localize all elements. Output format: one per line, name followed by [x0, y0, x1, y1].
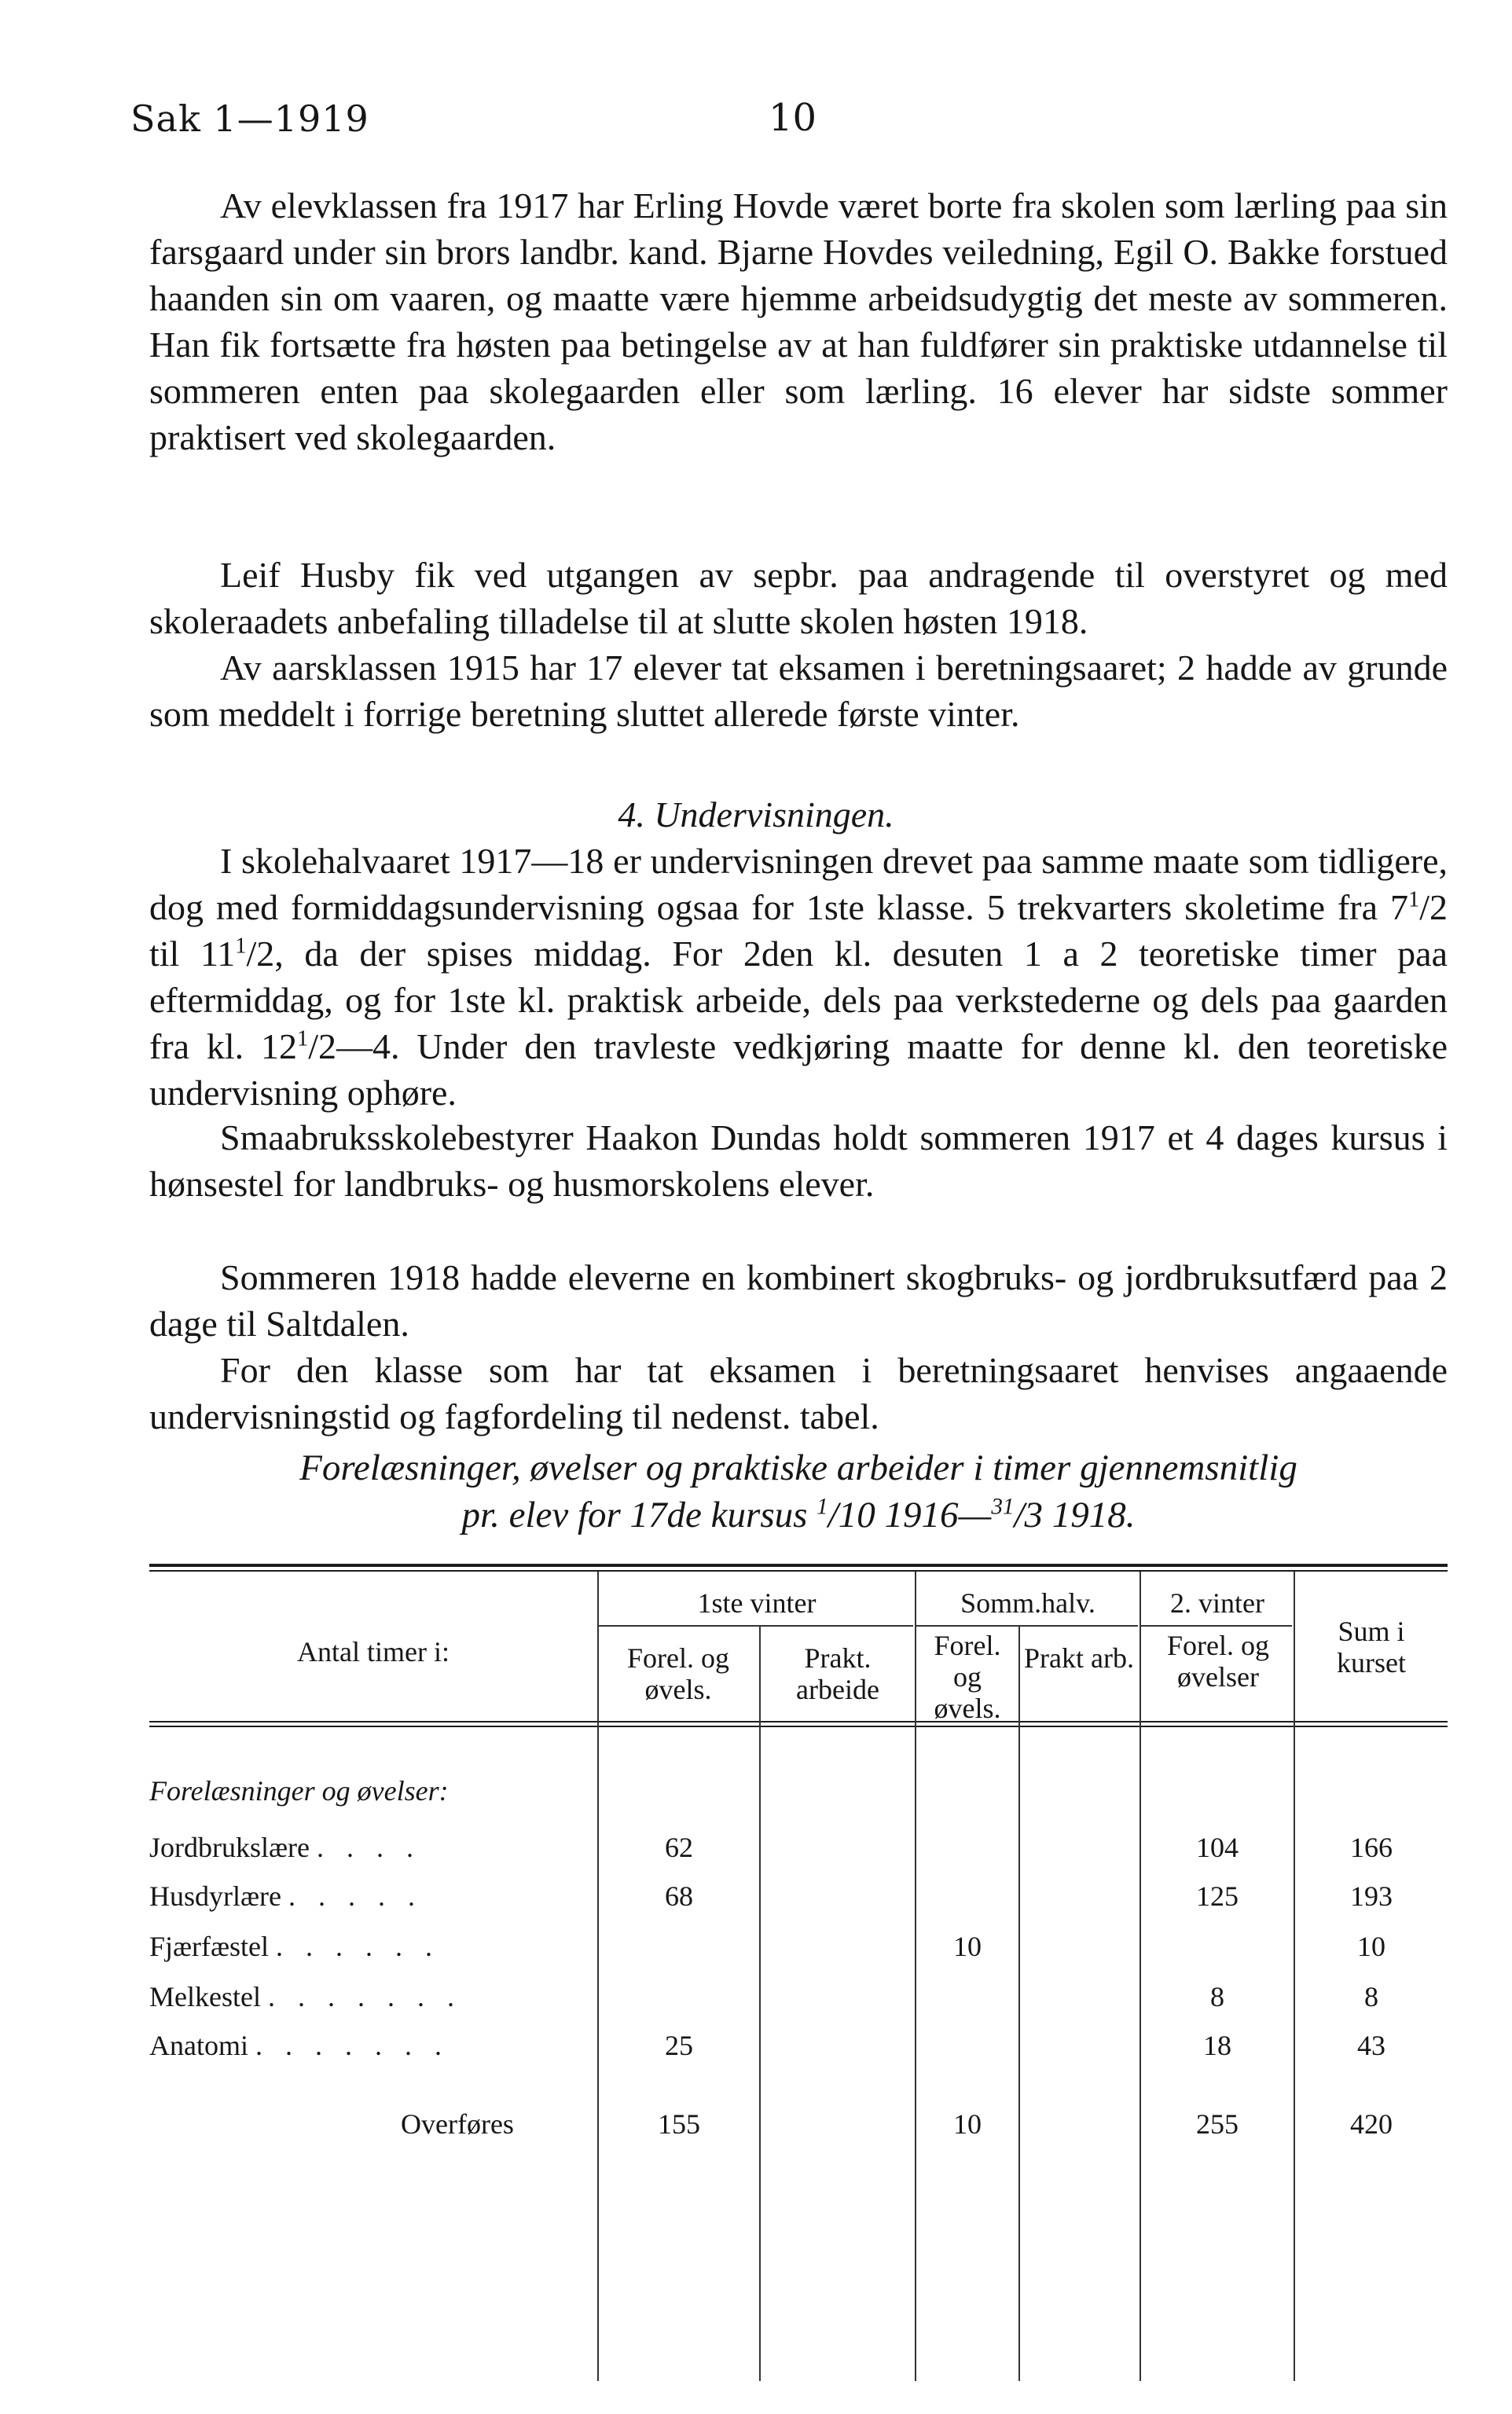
row-label: Husdyrlære . . . . . [149, 1880, 423, 1912]
sub-header-5: Forel. og øvelser [1167, 1630, 1269, 1693]
row-label: Anatomi . . . . . . . [149, 2030, 450, 2061]
table-caption: Forelæsninger, øvelser og praktiske arbeider i timer gjennemsnitlig pr. elev for 17de kursus $^1$/10 1916—$^{31}$/3 1918. [299, 1447, 1297, 1535]
header-bottom-rule-2 [149, 1726, 1448, 1727]
hours-table [149, 1564, 1448, 2381]
cell-c1: 68 [665, 1880, 693, 1912]
table-top-rule [149, 1564, 1448, 1567]
cell-c5: 8 [1210, 1981, 1224, 2012]
paragraph-6: Sommeren 1918 hadde eleverne en kombinert skogbruks- og jordbruksutfærd paa 2 dage til Saltdalen. [149, 1257, 1448, 1344]
cell-c1: 25 [665, 2030, 693, 2061]
cell-c5: 18 [1203, 2030, 1231, 2061]
cell-sum: 43 [1357, 2030, 1385, 2061]
total-c5: 255 [1196, 2108, 1239, 2140]
group-rule-3 [1141, 1625, 1292, 1627]
row-label: Melkestel . . . . . . . [149, 1981, 462, 2012]
paragraph-2: Leif Husby fik ved utgangen av sepbr. paa andragende til overstyret og med skoleraadets anbefaling tilladelse til at slutte skolen høsten 1918. [149, 555, 1448, 641]
header-bottom-rule [149, 1721, 1448, 1722]
total-c3: 10 [953, 2108, 982, 2140]
sub-header-4: Prakt arb. [1024, 1642, 1134, 1674]
cell-c3: 10 [953, 1931, 982, 1962]
sub-header-3: Forel. og øvels. [934, 1630, 1001, 1724]
paragraph-1: Av elevklassen fra 1917 har Erling Hovde været borte fra skolen som lærling paa sin farsgaard under sin brors landbr. kand. Bjarne Hovdes veiledning, Egil O. Bakke forstued haanden sin om vaaren, og maatte være hjemme arbeidsudygtig det meste av sommeren. Han fik fortsætte fra høsten paa betingelse av at han fuldfører sin praktiske utdannelse til sommeren enten paa skolegaarden eller som lærling. 16 elever har sidste sommer praktisert ved skolegaarden. [149, 185, 1448, 457]
paragraph-3: Av aarsklassen 1915 har 17 elever tat eksamen i beretningsaaret; 2 hadde av grunde som meddelt i forrige beretning sluttet allerede første vinter. [149, 648, 1448, 734]
col-line-4 [1018, 1627, 1020, 2381]
cell-c5: 104 [1196, 1832, 1239, 1863]
stub-header: Antal timer i: [297, 1636, 450, 1667]
col-line-1 [597, 1572, 599, 2381]
col-line-3 [915, 1572, 916, 2381]
section-label: Forelæsninger og øvelser: [149, 1775, 449, 1807]
paragraph-5: Smaabruksskolebestyrer Haakon Dundas holdt sommeren 1917 et 4 dages kursus i hønsestel for landbruks- og husmorskolens elever. [149, 1117, 1448, 1204]
sub-header-1: Forel. og øvels. [627, 1642, 729, 1705]
cell-sum: 166 [1350, 1832, 1393, 1863]
cell-c5: 125 [1196, 1880, 1239, 1912]
col-line-6 [1294, 1572, 1295, 2381]
group-header-3: 2. vinter [1170, 1587, 1264, 1619]
page-number: 10 [769, 96, 817, 140]
group-header-1: 1ste vinter [697, 1587, 817, 1619]
group-rule-2 [916, 1625, 1138, 1627]
row-label: Jordbrukslære . . . . [149, 1832, 421, 1863]
paragraph-4: I skolehalvaaret 1917—18 er undervisningen drevet paa samme maate som tidligere, dog med formiddagsundervisning ogsaa for 1ste klasse. 5 trekvarters skoletime fra $7^1/2$ til $11^1/2$, da der spises middag. For 2den kl. desuten 1 a 2 teoretiske timer paa eftermiddag, og for 1ste kl. praktisk arbeide, dels paa verkstederne og dels paa gaarden fra kl. $12^1/2—4$. Under den travleste vedkjøring maatte for denne kl. den teoretiske undervisning ophøre. [149, 841, 1448, 1113]
running-header: Sak 1—1919 [130, 97, 369, 140]
table-top-rule-thin [149, 1570, 1448, 1572]
cell-sum: 10 [1357, 1931, 1385, 1962]
cell-sum: 193 [1350, 1880, 1393, 1912]
total-c1: 155 [658, 2108, 700, 2140]
sum-header: Sum i kurset [1337, 1616, 1406, 1678]
sub-header-2: Prakt. arbeide [796, 1642, 879, 1705]
paragraph-7: For den klasse som har tat eksamen i beretningsaaret henvises angaaende undervisningstid og fagfordeling til nedenst. tabel. [149, 1350, 1448, 1436]
total-row-label: Overføres [401, 2108, 514, 2140]
row-label: Fjærfæstel . . . . . . [149, 1931, 441, 1962]
cell-sum: 8 [1364, 1981, 1378, 2012]
col-line-2 [759, 1627, 761, 2381]
group-rule-1 [599, 1625, 913, 1627]
section-heading: 4. Undervisningen. [618, 794, 894, 835]
group-header-2: Somm.halv. [960, 1587, 1095, 1619]
col-line-5 [1140, 1572, 1141, 2381]
total-sum: 420 [1350, 2108, 1393, 2140]
cell-c1: 62 [665, 1832, 693, 1863]
